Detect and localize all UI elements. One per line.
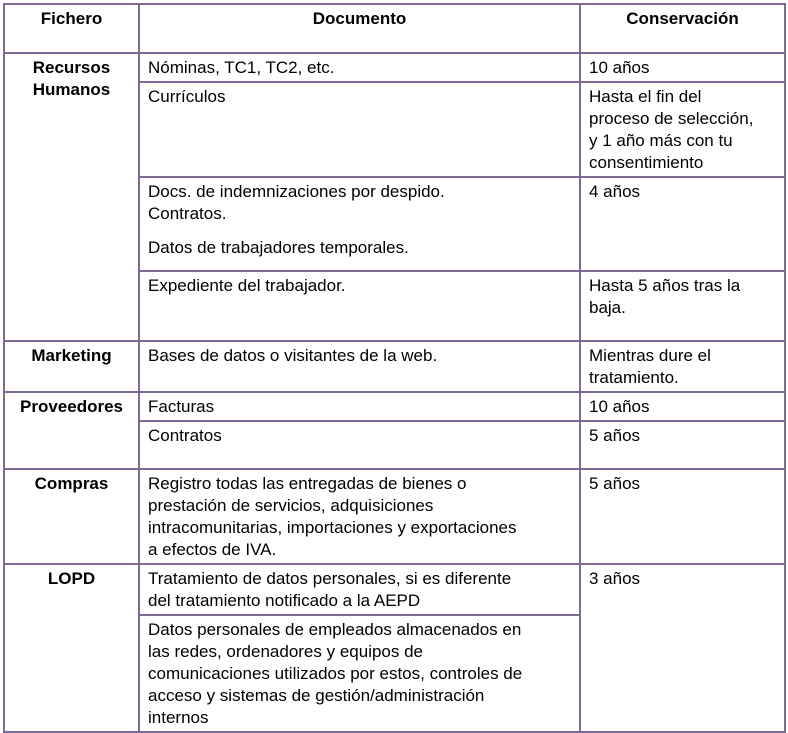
table-row — [4, 392, 785, 421]
documento-cell: Bases de datos o visitantes de la web. — [139, 341, 580, 392]
conservacion-cell: 3 años — [580, 564, 785, 732]
retention-table — [3, 3, 786, 733]
category-proveedores: Proveedores — [4, 392, 139, 469]
header-fichero: Fichero — [4, 4, 139, 53]
table-row — [4, 341, 785, 392]
conservacion-cell: 10 años — [580, 392, 785, 421]
documento-cell: Currículos — [139, 82, 580, 177]
conservacion-cell: 4 años — [580, 177, 785, 271]
category-compras: Compras — [4, 469, 139, 564]
conservacion-cell: Mientras dure el tratamiento. — [580, 341, 785, 392]
table-row — [4, 53, 785, 82]
conservacion-cell: 5 años — [580, 421, 785, 469]
conservacion-cell: 5 años — [580, 469, 785, 564]
category-recursos-humanos: Recursos Humanos — [4, 53, 139, 341]
documento-cell: Facturas — [139, 392, 580, 421]
conservacion-cell: 10 años — [580, 53, 785, 82]
category-marketing: Marketing — [4, 341, 139, 392]
documento-cell: Docs. de indemnizaciones por despido. Contratos. Datos de trabajadores temporales. — [139, 177, 580, 271]
documento-cell: Tratamiento de datos personales, si es diferente del tratamiento notificado a la AEPD — [139, 564, 580, 615]
documento-cell: Contratos — [139, 421, 580, 469]
conservacion-cell: Hasta el fin del proceso de selección, y 1 año más con tu consentimiento — [580, 82, 785, 177]
table-row — [4, 564, 785, 615]
header-row — [4, 4, 785, 53]
header-documento: Documento — [139, 4, 580, 53]
category-lopd: LOPD — [4, 564, 139, 732]
documento-cell: Registro todas las entregadas de bienes o prestación de servicios, adquisiciones intracomunitarias, importaciones y exportaciones a efectos de IVA. — [139, 469, 580, 564]
conservacion-cell: Hasta 5 años tras la baja. — [580, 271, 785, 341]
documento-cell: Datos personales de empleados almacenados en las redes, ordenadores y equipos de comunicaciones utilizados por estos, controles de acceso y sistemas de gestión/administración internos — [139, 615, 580, 732]
table-row — [4, 469, 785, 564]
documento-cell: Nóminas, TC1, TC2, etc. — [139, 53, 580, 82]
documento-cell: Expediente del trabajador. — [139, 271, 580, 341]
header-conservacion: Conservación — [580, 4, 785, 53]
